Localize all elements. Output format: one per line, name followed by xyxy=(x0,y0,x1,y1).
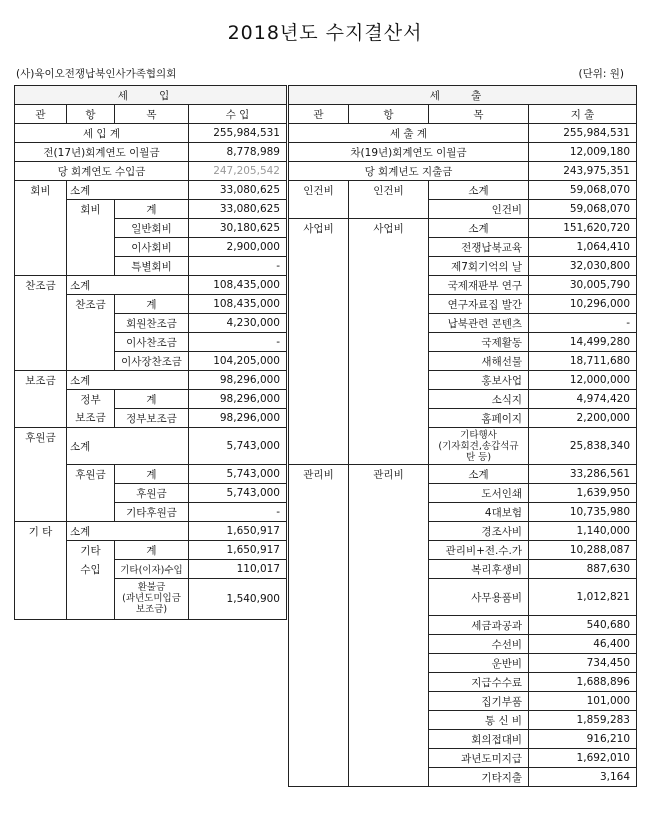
mok-label: 홍보사업 xyxy=(429,371,529,390)
hang-cell: 회비 xyxy=(67,200,115,276)
mok-label: 이사찬조금 xyxy=(115,333,189,352)
income-total-row xyxy=(15,124,287,143)
table-row xyxy=(289,219,637,238)
refund-line-2: (과년도미입금 xyxy=(122,593,181,605)
mok-value: 2,900,000 xyxy=(189,238,287,257)
expense-table xyxy=(288,85,637,787)
gwan-cell: 기 타 xyxy=(15,522,67,620)
mok-label: 지급수수료 xyxy=(429,673,529,692)
subtotal-label: 소계 xyxy=(429,219,529,238)
gwan-cell: 보조금 xyxy=(15,371,67,428)
table-row xyxy=(289,181,637,200)
table-row xyxy=(15,522,287,541)
mok-label: 회원찬조금 xyxy=(115,314,189,333)
subtotal-label: 소계 xyxy=(67,276,189,295)
col-amount: 지 출 xyxy=(529,105,637,124)
hang-cell: 찬조금 xyxy=(67,295,115,371)
expense-curr-value: 243,975,351 xyxy=(529,162,637,181)
hang-cell: 사업비 xyxy=(349,219,429,465)
mok-value: 18,711,680 xyxy=(529,352,637,371)
mok-value: 25,838,340 xyxy=(529,428,637,465)
expense-panel xyxy=(288,85,637,787)
gye-value: 108,435,000 xyxy=(189,295,287,314)
col-amount: 수 입 xyxy=(189,105,287,124)
mok-value: 30,180,625 xyxy=(189,219,287,238)
income-total-label: 세 입 계 xyxy=(15,124,189,143)
col-mok: 목 xyxy=(115,105,189,124)
mok-value: 10,735,980 xyxy=(529,503,637,522)
subtotal-value: 33,286,561 xyxy=(529,465,637,484)
mok-label: 후원금 xyxy=(115,484,189,503)
mok-value: - xyxy=(189,257,287,276)
expense-col-row xyxy=(289,105,637,124)
expense-header: 세 출 xyxy=(289,86,637,105)
mok-value: 1,140,000 xyxy=(529,522,637,541)
mok-value: 32,030,800 xyxy=(529,257,637,276)
mok-value: 30,005,790 xyxy=(529,276,637,295)
income-panel xyxy=(14,85,287,620)
mok-value: - xyxy=(529,314,637,333)
mok-value: 98,296,000 xyxy=(189,409,287,428)
subtotal-label: 소계 xyxy=(67,428,189,465)
mok-value: 1,688,896 xyxy=(529,673,637,692)
hang-cell: 후원금 xyxy=(67,465,115,522)
gye-value: 98,296,000 xyxy=(189,390,287,409)
gwan-cell: 회비 xyxy=(15,181,67,276)
subtotal-label: 소계 xyxy=(67,522,189,541)
subtotal-value: 5,743,000 xyxy=(189,428,287,465)
income-curr-value: 247,205,542 xyxy=(189,162,287,181)
etc-line-3: 탄 등) xyxy=(465,451,492,463)
mok-value: 734,450 xyxy=(529,654,637,673)
mok-label: 4대보험 xyxy=(429,503,529,522)
income-curr-row xyxy=(15,162,287,181)
hang-cell: 기타 xyxy=(67,541,115,560)
unit-label: (단위: 원) xyxy=(578,68,624,80)
mok-label-etc xyxy=(429,428,529,465)
mok-label: 새해선물 xyxy=(429,352,529,371)
mok-value: 1,639,950 xyxy=(529,484,637,503)
mok-label: 이사회비 xyxy=(115,238,189,257)
mok-label: 수선비 xyxy=(429,635,529,654)
income-total-value: 255,984,531 xyxy=(189,124,287,143)
income-prev-value: 8,778,989 xyxy=(189,143,287,162)
income-header-row xyxy=(15,86,287,105)
mok-value: 540,680 xyxy=(529,616,637,635)
document-title: 2018년도 수지결산서 xyxy=(227,22,423,44)
mok-label: 관리비+전.수.가 xyxy=(429,541,529,560)
mok-value: 5,743,000 xyxy=(189,484,287,503)
etc-line-1: 기타행사 xyxy=(460,429,497,441)
income-header: 세 입 xyxy=(15,86,287,105)
mok-value: 14,499,280 xyxy=(529,333,637,352)
mok-value: 12,000,000 xyxy=(529,371,637,390)
mok-value: 4,974,420 xyxy=(529,390,637,409)
hang-cell: 보조금 xyxy=(67,409,115,428)
mok-label: 집기부품 xyxy=(429,692,529,711)
col-gwan: 관 xyxy=(15,105,67,124)
mok-value: 1,540,900 xyxy=(189,579,287,620)
expense-curr-row xyxy=(289,162,637,181)
gwan-cell: 사업비 xyxy=(289,219,349,465)
mok-value: 887,630 xyxy=(529,560,637,579)
mok-label: 납북관련 콘텐츠 xyxy=(429,314,529,333)
gwan-cell: 후원금 xyxy=(15,428,67,522)
subtotal-value: 98,296,000 xyxy=(189,371,287,390)
gye-value: 5,743,000 xyxy=(189,465,287,484)
hang-cell: 관리비 xyxy=(349,465,429,787)
mok-label: 인건비 xyxy=(429,200,529,219)
col-hang: 항 xyxy=(349,105,429,124)
organization-name: (사)육이오전쟁납북인사가족협의회 xyxy=(16,68,177,80)
mok-label: 특별회비 xyxy=(115,257,189,276)
gwan-cell: 인건비 xyxy=(289,181,349,219)
mok-label: 복리후생비 xyxy=(429,560,529,579)
refund-line-1: 환불금 xyxy=(137,582,166,594)
expense-total-label: 세 출 계 xyxy=(289,124,529,143)
income-prev-label: 전(17년)회계연도 이월금 xyxy=(15,143,189,162)
table-row xyxy=(15,428,287,465)
hang-cell: 정부 xyxy=(67,390,115,409)
subtotal-value: 33,080,625 xyxy=(189,181,287,200)
mok-value: 1,692,010 xyxy=(529,749,637,768)
subtotal-value: 1,650,917 xyxy=(189,522,287,541)
col-gwan: 관 xyxy=(289,105,349,124)
mok-label: 기타지출 xyxy=(429,768,529,787)
subtotal-value: 59,068,070 xyxy=(529,181,637,200)
gye-label: 계 xyxy=(115,541,189,560)
hang-cell: 수입 xyxy=(67,560,115,579)
mok-label: 제7회기억의 날 xyxy=(429,257,529,276)
expense-header-row xyxy=(289,86,637,105)
mok-value: 916,210 xyxy=(529,730,637,749)
gye-label: 계 xyxy=(115,465,189,484)
mok-label: 회의접대비 xyxy=(429,730,529,749)
mok-label: 국제재판부 연구 xyxy=(429,276,529,295)
etc-line-2: (기자회견,송갑석규 xyxy=(438,440,519,452)
expense-next-row xyxy=(289,143,637,162)
mok-label: 국제활동 xyxy=(429,333,529,352)
subtotal-value: 108,435,000 xyxy=(189,276,287,295)
gwan-cell: 관리비 xyxy=(289,465,349,787)
mok-label: 세금과공과 xyxy=(429,616,529,635)
gye-label: 계 xyxy=(115,390,189,409)
mok-value: 104,205,000 xyxy=(189,352,287,371)
mok-label: 도서인쇄 xyxy=(429,484,529,503)
mok-label: 통 신 비 xyxy=(429,711,529,730)
subtotal-label: 소계 xyxy=(429,181,529,200)
mok-label: 소식지 xyxy=(429,390,529,409)
mok-label: 홈페이지 xyxy=(429,409,529,428)
expense-next-value: 12,009,180 xyxy=(529,143,637,162)
mok-value: 3,164 xyxy=(529,768,637,787)
mok-value: 59,068,070 xyxy=(529,200,637,219)
refund-line-3: 보조금) xyxy=(135,604,168,616)
expense-total-row xyxy=(289,124,637,143)
mok-label: 일반회비 xyxy=(115,219,189,238)
mok-value: 1,064,410 xyxy=(529,238,637,257)
mok-label: 경조사비 xyxy=(429,522,529,541)
subtotal-label: 소계 xyxy=(67,371,189,390)
mok-value: 4,230,000 xyxy=(189,314,287,333)
mok-label: 정부보조금 xyxy=(115,409,189,428)
mok-label: 기타(이자)수입 xyxy=(115,560,189,579)
mok-value: 10,296,000 xyxy=(529,295,637,314)
mok-value: 46,400 xyxy=(529,635,637,654)
income-prev-row xyxy=(15,143,287,162)
income-table xyxy=(14,85,287,620)
subtotal-label: 소계 xyxy=(429,465,529,484)
mok-value: - xyxy=(189,333,287,352)
expense-total-value: 255,984,531 xyxy=(529,124,637,143)
mok-label: 운반비 xyxy=(429,654,529,673)
gwan-cell: 찬조금 xyxy=(15,276,67,371)
mok-label: 이사장찬조금 xyxy=(115,352,189,371)
hang-cell-blank xyxy=(67,579,115,620)
mok-value: 1,859,283 xyxy=(529,711,637,730)
subtotal-value: 151,620,720 xyxy=(529,219,637,238)
expense-next-label: 차(19년)회계연도 이월금 xyxy=(289,143,529,162)
mok-label: 연구자료집 발간 xyxy=(429,295,529,314)
mok-value: - xyxy=(189,503,287,522)
subtotal-label: 소계 xyxy=(67,181,189,200)
table-row xyxy=(15,181,287,200)
table-row xyxy=(15,276,287,295)
income-curr-label: 당 회계연도 수입금 xyxy=(15,162,189,181)
table-row xyxy=(289,465,637,484)
mok-label: 기타후원금 xyxy=(115,503,189,522)
gye-value: 1,650,917 xyxy=(189,541,287,560)
table-row xyxy=(15,371,287,390)
col-hang: 항 xyxy=(67,105,115,124)
mok-value: 10,288,087 xyxy=(529,541,637,560)
hang-cell: 인건비 xyxy=(349,181,429,219)
gye-value: 33,080,625 xyxy=(189,200,287,219)
mok-label: 사무용품비 xyxy=(429,579,529,616)
mok-value: 101,000 xyxy=(529,692,637,711)
mok-label-refund xyxy=(115,579,189,620)
col-mok: 목 xyxy=(429,105,529,124)
income-col-row xyxy=(15,105,287,124)
mok-label: 전쟁납북교육 xyxy=(429,238,529,257)
mok-value: 110,017 xyxy=(189,560,287,579)
gye-label: 계 xyxy=(115,200,189,219)
mok-label: 과년도미지급 xyxy=(429,749,529,768)
expense-curr-label: 당 회계년도 지출금 xyxy=(289,162,529,181)
mok-value: 2,200,000 xyxy=(529,409,637,428)
mok-value: 1,012,821 xyxy=(529,579,637,616)
gye-label: 계 xyxy=(115,295,189,314)
